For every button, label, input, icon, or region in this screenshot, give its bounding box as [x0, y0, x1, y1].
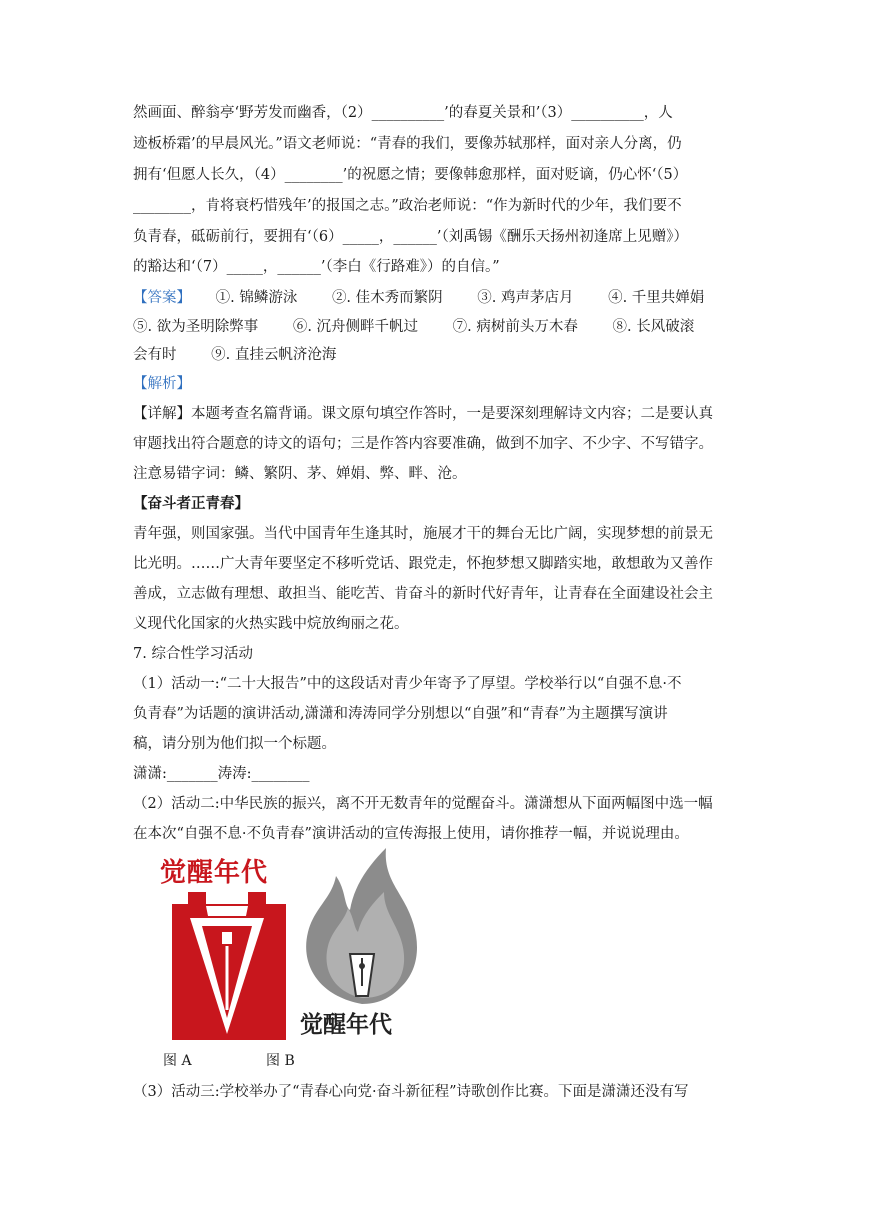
q7-activity1-answer-line: 潇潇:_______涛涛:________ [133, 766, 310, 782]
answer-item: ③. 鸡声茅店月 [477, 290, 574, 306]
q6-line-3: 拥有‘但愿人长久，（4）________’的祝愿之情；要像韩愈那样，面对贬谪，仍心怀‘（5） [133, 167, 688, 183]
answer-item: ①. 锦鳞游泳 [215, 290, 298, 306]
q6-line-6: 的豁达和‘（7）_____，______’（李白《行路难》）的自信。” [133, 259, 500, 275]
answer-item: ②. 佳木秀而繁阴 [331, 290, 443, 306]
q6-line-5: 负青春，砥砺前行，要拥有‘（6）_____，______’（刘禹锡《酬乐天扬州初逢席上见赠》） [133, 229, 688, 245]
answer-item: ④. 千里共婵娟 [608, 290, 705, 306]
q6-line-2: 迹板桥霜’的早晨风光。”语文老师说：“青春的我们，要像苏轼那样，面对亲人分离，仍 [133, 136, 682, 152]
figure-b-title: 觉醒年代 [300, 1012, 392, 1038]
q7-activity1-line-3: 稿，请分别为他们拟一个标题。 [133, 736, 336, 752]
q7-activity1-line-1: （1）活动一:“二十大报告”中的这段话对青少年寄予了厚望。学校举行以“自强不息·不 [133, 676, 682, 692]
extra-heading: 【奋斗者正青春】 [133, 495, 249, 512]
answer-item: ⑧. 长风破滚 [612, 319, 695, 335]
figure-a-graphic [160, 892, 294, 1042]
q7-activity2-line-2: 在本次“自强不息·不负青春”演讲活动的宣传海报上使用，请你推荐一幅，并说说理由。 [133, 826, 689, 842]
q6-line-1: 然画面、醉翁亭‘野芳发而幽香，（2）__________’的春夏关景和’（3）__________，人 [133, 105, 673, 121]
answer-item: ⑤. 欲为圣明除弊事 [133, 319, 259, 335]
q7-activity2-line-1: （2）活动二:中华民族的振兴，离不开无数青年的觉醒奋斗。潇潇想从下面两幅图中选一幅 [133, 796, 713, 812]
analysis-line-2: 审题找出符合题意的诗文的语句；三是作答内容要准确，做到不加字、不少字、不写错字。 [133, 436, 713, 452]
q7-title: 7. 综合性学习活动 [133, 646, 253, 662]
extra-line-4: 义现代化国家的火热实践中烷放绚丽之花。 [133, 616, 409, 632]
answer-tag: 【答案】 [133, 290, 191, 306]
figure-a-title: 觉醒年代 [160, 858, 269, 888]
extra-line-2: 比光明。……广大青年要坚定不移听党话、跟党走，怀抱梦想又脚踏实地，敢想敢为又善作 [133, 556, 713, 572]
extra-line-1: 青年强，则国家强。当代中国青年生逢其时，施展才干的舞台无比广阔，实现梦想的前景无 [133, 526, 713, 542]
answer-item: ⑥. 沉舟侧畔千帆过 [292, 319, 419, 335]
analysis-line-3: 注意易错字词：鳞、繁阴、茅、婵娟、弊、畔、沧。 [133, 466, 467, 482]
figure-a-caption: 图 A [163, 1053, 192, 1069]
q7-activity3-line-1: （3）活动三:学校举办了“青春心向党·奋斗新征程”诗歌创作比赛。下面是潇潇还没有写 [133, 1084, 689, 1100]
answer-item: 会有时 [133, 347, 177, 363]
q6-line-4: ________，肯将衰朽惜残年’的报国之志。”政治老师说：“作为新时代的少年，我们要不 [133, 198, 682, 214]
answer-line-2 [133, 317, 743, 337]
extra-line-3: 善成，立志做有理想、敢担当、能吃苦、肯奋斗的新时代好青年，让青春在全面建设社会主 [133, 586, 713, 602]
q7-activity1-line-2: 负青春”为话题的演讲活动,潇潇和涛涛同学分别想以“自强”和“青春”为主题撰写演讲 [133, 706, 668, 722]
figure-a-poster [160, 856, 294, 1042]
analysis-tag: 【解析】 [133, 376, 191, 392]
answer-item: ⑨. 直挂云帆济沧海 [211, 347, 337, 363]
figure-b-caption: 图 B [266, 1053, 295, 1069]
figure-b-poster [296, 846, 428, 1044]
answer-item: ⑦. 病树前头万木春 [452, 319, 578, 335]
flame-pen-icon [296, 846, 428, 1006]
answer-line-1 [133, 288, 743, 308]
analysis-line-1: 【详解】本题考查名篇背诵。课文原句填空作答时，一是要深刻理解诗文内容；二是要认真 [133, 406, 713, 422]
answer-line-3 [133, 345, 743, 365]
